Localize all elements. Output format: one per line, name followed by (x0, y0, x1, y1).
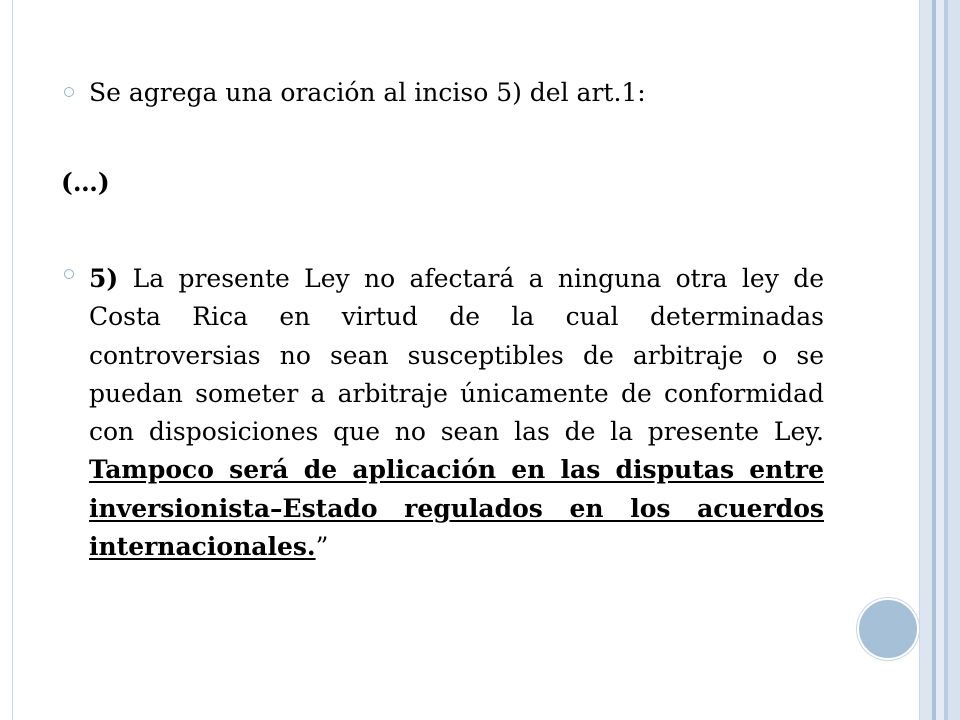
decorative-circle-icon (857, 598, 919, 660)
intro-text: Se agrega una oración al inciso 5) del art.1: (89, 78, 646, 107)
added-sentence: Tampoco será de aplicación en las disputas entre inversionista–Estado regulados en los acuerdos internacionales. (89, 455, 824, 562)
added-sentence-underline (89, 455, 824, 561)
article-paragraph (89, 260, 824, 566)
ellipsis-text: (…) (61, 168, 110, 197)
bullet-ring-icon (64, 269, 74, 279)
bullet-ring-icon (64, 87, 74, 97)
side-stripe (948, 0, 960, 720)
article-number: 5) (89, 264, 119, 293)
side-stripe (936, 0, 944, 720)
closing-quote: ” (315, 532, 329, 562)
article-text: La presente Ley no afectará a ninguna otra ley de Costa Rica en virtud de la cual determinadas controversias no sean susceptibles de arbitraje o se puedan someter a arbitraje únicamente de conformidad con disposiciones que no sean las de la presente Ley. (89, 264, 824, 447)
side-stripe (920, 0, 932, 720)
